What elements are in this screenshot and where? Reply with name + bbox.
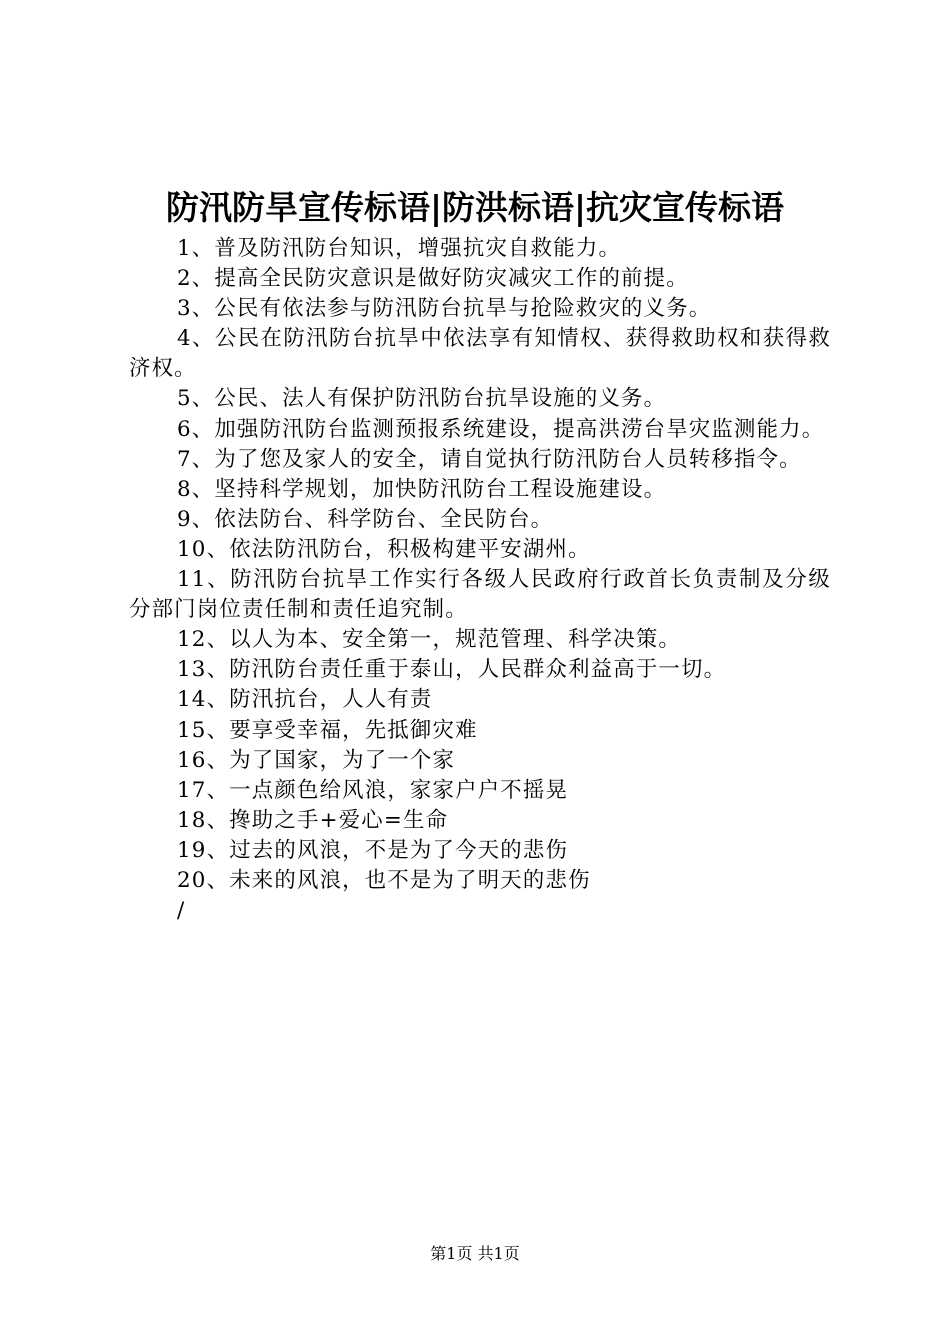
slogan-list — [129, 234, 831, 926]
slogan-item: 9、依法防台、科学防台、全民防台。 — [177, 506, 554, 532]
slogan-item: 14、防汛抗台，人人有责 — [177, 687, 433, 713]
slogan-item: 16、为了国家，为了一个家 — [177, 747, 456, 773]
slogan-item: 1、普及防汛防台知识，增强抗灾自救能力。 — [177, 236, 622, 261]
slogan-item: 6、加强防汛防台监测预报系统建设，提高洪涝台旱灾监测能力。 — [177, 416, 825, 442]
slogan-item: 3、公民有依法参与防汛防台抗旱与抢险救灾的义务。 — [177, 296, 712, 322]
slogan-item: 19、过去的风浪，不是为了今天的悲伤 — [177, 837, 569, 863]
slogan-item: 11、防汛防台抗旱工作实行各级人民政府行政首长负责制及分级分部门岗位责任制和责任追究制。 — [129, 567, 831, 623]
slogan-item: 12、以人为本、安全第一，规范管理、科学决策。 — [177, 627, 682, 653]
slogan-item: 17、一点颜色给风浪，家家户户不摇晃 — [177, 777, 569, 803]
trailing-slash: / — [177, 898, 186, 924]
slogan-item: 2、提高全民防灾意识是做好防灾减灾工作的前提。 — [177, 266, 689, 292]
slogan-item: 4、公民在防汛防台抗旱中依法享有知情权、获得救助权和获得救济权。 — [129, 326, 831, 382]
slogan-item: 10、依法防汛防台，积极构建平安湖州。 — [177, 536, 591, 562]
slogan-item: 15、要享受幸福，先抵御灾难 — [177, 717, 478, 743]
slogan-item: 8、坚持科学规划，加快防汛防台工程设施建设。 — [177, 476, 667, 502]
slogan-item: 20、未来的风浪，也不是为了明天的悲伤 — [177, 867, 591, 893]
slogan-item: 18、搀助之手+爱心=生命 — [177, 807, 449, 833]
document-title: 防汛防旱宣传标语|防洪标语|抗灾宣传标语 — [165, 188, 785, 227]
slogan-item: 5、公民、法人有保护防汛防台抗旱设施的义务。 — [177, 386, 667, 412]
slogan-item: 13、防汛防台责任重于泰山，人民群众利益高于一切。 — [177, 657, 727, 683]
page-footer: 第1页 共1页 — [430, 1244, 520, 1263]
slogan-item: 7、为了您及家人的安全，请自觉执行防汛防台人员转移指令。 — [177, 446, 802, 472]
